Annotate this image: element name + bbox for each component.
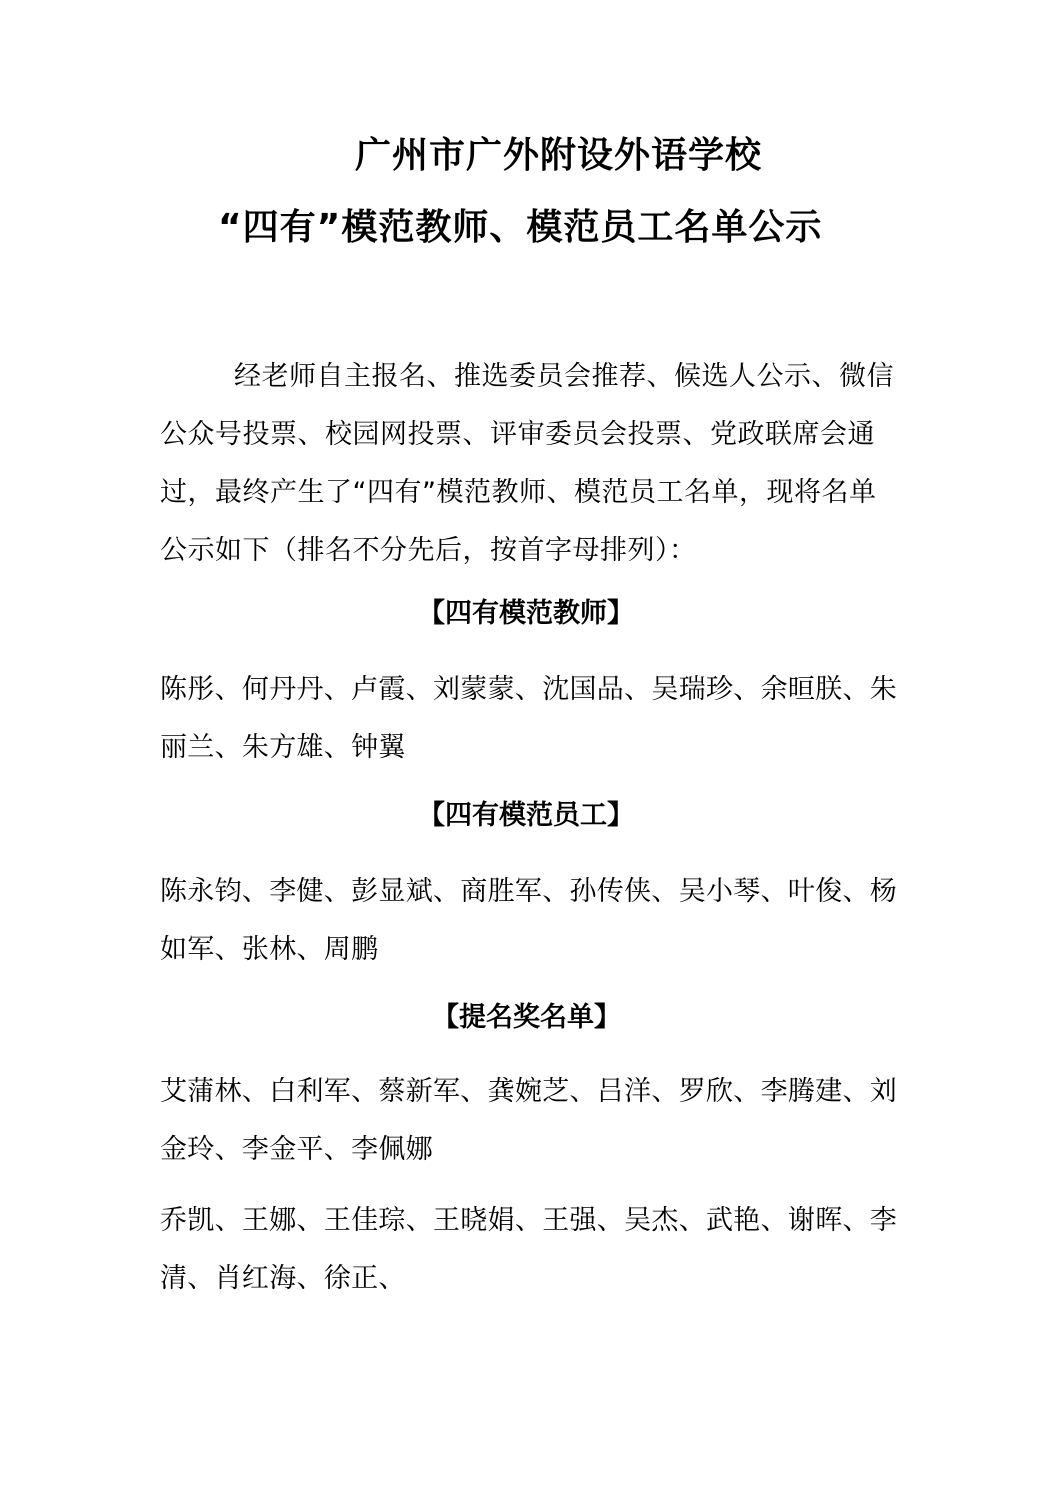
section-heading-nominations: 【提名奖名单】 xyxy=(432,1002,621,1033)
section-heading-model-teachers: 【四有模范教师】 xyxy=(418,598,634,629)
intro-paragraph: 经老师自主报名、推选委员会推荐、候选人公示、微信公众号投票、校园网投票、评审委员会投票、党政联席会通过，最终产生了“四有”模范教师、模范员工名单，现将名单公示如下（排名不分先后，按首字母排列）： xyxy=(160,361,894,566)
model-teachers-list: 陈彤、何丹丹、卢霞、刘蒙蒙、沈国品、吴瑞珍、余晅朕、朱丽兰、朱方雄、钟翼 xyxy=(160,674,898,763)
model-staff-list: 陈永钧、李健、彭显斌、商胜军、孙传侠、吴小琴、叶俊、杨如军、张林、周鹏 xyxy=(160,876,898,965)
nominations-list-continued: 乔凯、王娜、王佳琮、王晓娟、王强、吴杰、武艳、谢晖、李清、肖红海、徐正、 xyxy=(160,1205,898,1294)
nominations-list: 艾蒲林、白利军、蔡新军、龚婉芝、吕洋、罗欣、李腾建、刘金玲、李金平、李佩娜 xyxy=(160,1076,898,1165)
document-title-announcement: “四有”模范教师、模范员工名单公示 xyxy=(218,207,823,248)
document-title-school: 广州市广外附设外语学校 xyxy=(355,135,763,176)
section-heading-model-staff: 【四有模范员工】 xyxy=(418,800,634,831)
